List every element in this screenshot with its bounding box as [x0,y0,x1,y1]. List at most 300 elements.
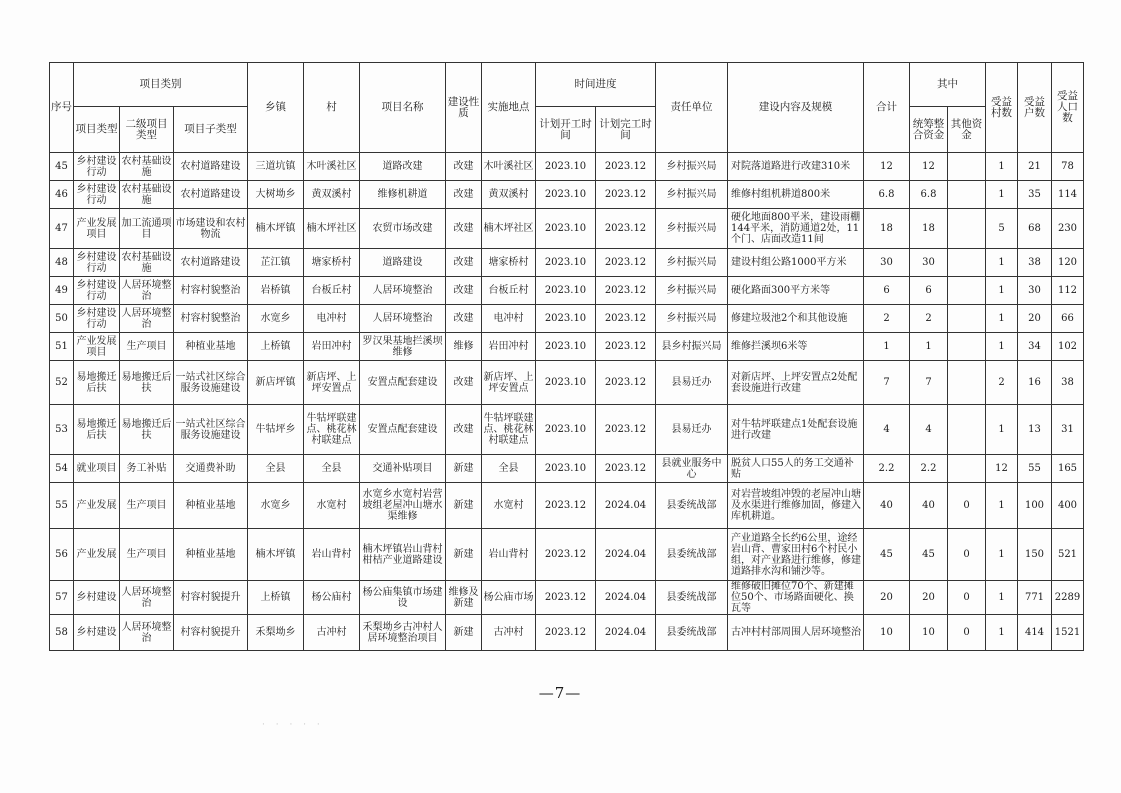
row-beneficiary-households: 21 [1018,153,1052,181]
row-type: 就业项目 [74,455,120,483]
row-fund-integrated: 12 [910,153,948,181]
row-beneficiary-villages: 1 [986,483,1018,529]
row-beneficiary-villages: 1 [986,305,1018,333]
row-beneficiary-villages: 12 [986,455,1018,483]
row-subtype2: 人居环境整治 [120,277,174,305]
row-seq: 51 [50,333,74,361]
row-subtype2: 农村基础设施 [120,181,174,209]
row-nature: 改建 [446,405,482,455]
row-project-name: 交通补贴项目 [360,455,446,483]
row-type: 乡村建设行动 [74,249,120,277]
row-total: 4 [864,405,910,455]
row-total: 10 [864,615,910,651]
row-project-name: 禾梨坳乡古冲村人居环境整治项目 [360,615,446,651]
table-row [50,361,1084,405]
row-beneficiary-villages: 1 [986,405,1018,455]
table-row [50,333,1084,361]
row-unit: 乡村振兴局 [656,305,728,333]
row-location: 全县 [482,455,536,483]
row-content: 建设村组公路1000平方米 [728,249,864,277]
row-project-name: 人居环境整治 [360,305,446,333]
row-town: 禾梨坳乡 [248,615,304,651]
row-subtype: 农村道路建设 [174,153,248,181]
row-end: 2023.12 [596,361,656,405]
row-start: 2023.10 [536,361,596,405]
row-subtype: 市场建设和农村物流 [174,209,248,249]
row-fund-other [948,361,986,405]
row-beneficiary-population: 78 [1052,153,1084,181]
row-beneficiary-population: 120 [1052,249,1084,277]
row-town: 上桥镇 [248,581,304,615]
row-nature: 改建 [446,209,482,249]
table-row [50,181,1084,209]
row-village: 岩田冲村 [304,333,360,361]
row-subtype2: 易地搬迁后扶 [120,361,174,405]
row-town: 水宽乡 [248,483,304,529]
row-unit: 县委统战部 [656,581,728,615]
row-project-name: 罗汉果基地拦溪坝维修 [360,333,446,361]
row-fund-integrated: 30 [910,249,948,277]
row-fund-other [948,209,986,249]
row-beneficiary-villages: 1 [986,249,1018,277]
row-beneficiary-population: 102 [1052,333,1084,361]
table-body [50,153,1084,651]
row-beneficiary-population: 114 [1052,181,1084,209]
row-subtype2: 生产项目 [120,333,174,361]
row-end: 2023.12 [596,277,656,305]
row-total: 6 [864,277,910,305]
row-beneficiary-villages: 1 [986,581,1018,615]
row-nature: 改建 [446,153,482,181]
table-row [50,455,1084,483]
faint-marks: · · · · · [262,720,324,730]
table-header [50,63,1084,153]
row-start: 2023.10 [536,277,596,305]
row-subtype2: 人居环境整治 [120,305,174,333]
row-subtype2: 生产项目 [120,529,174,581]
row-beneficiary-population: 521 [1052,529,1084,581]
row-beneficiary-households: 771 [1018,581,1052,615]
row-nature: 改建 [446,181,482,209]
row-unit: 县乡村振兴局 [656,333,728,361]
row-total: 45 [864,529,910,581]
row-fund-other: 0 [948,615,986,651]
row-subtype: 种植业基地 [174,333,248,361]
row-content: 对岩营坡组冲毁的老屋冲山塘及水渠进行维修加固，修建入库机耕道。 [728,483,864,529]
row-content: 对院落道路进行改建310米 [728,153,864,181]
row-town: 全县 [248,455,304,483]
row-nature: 改建 [446,361,482,405]
row-content: 维修破旧摊位70个、新建摊位50个、市场路面硬化、换瓦等 [728,581,864,615]
row-end: 2023.12 [596,455,656,483]
row-type: 产业发展项目 [74,333,120,361]
row-town: 新店坪镇 [248,361,304,405]
row-unit: 乡村振兴局 [656,209,728,249]
header-unit: 责任单位 [656,63,728,153]
row-seq: 49 [50,277,74,305]
row-type: 乡村建设 [74,581,120,615]
row-fund-integrated: 10 [910,615,948,651]
row-unit: 乡村振兴局 [656,153,728,181]
row-beneficiary-population: 165 [1052,455,1084,483]
row-subtype2: 加工流通项目 [120,209,174,249]
row-content: 维修村组机耕道800米 [728,181,864,209]
row-subtype: 种植业基地 [174,529,248,581]
row-village: 全县 [304,455,360,483]
row-nature: 改建 [446,249,482,277]
table-row [50,249,1084,277]
row-end: 2023.12 [596,209,656,249]
row-content: 对新店坪、上坪安置点2处配套设施进行改建 [728,361,864,405]
row-unit: 乡村振兴局 [656,181,728,209]
row-project-name: 水宽乡水宽村岩营坡组老屋冲山塘水渠维修 [360,483,446,529]
header-location: 实施地点 [482,63,536,153]
row-seq: 57 [50,581,74,615]
row-seq: 54 [50,455,74,483]
row-beneficiary-population: 400 [1052,483,1084,529]
row-beneficiary-households: 38 [1018,249,1052,277]
row-location: 电冲村 [482,305,536,333]
row-fund-integrated: 20 [910,581,948,615]
row-fund-other [948,305,986,333]
row-end: 2023.12 [596,181,656,209]
header-nature: 建设性质 [446,63,482,153]
row-content: 硬化路面300平方米等 [728,277,864,305]
row-beneficiary-households: 68 [1018,209,1052,249]
row-content: 对牛牯坪联建点1处配套设施进行改建 [728,405,864,455]
row-town: 水宽乡 [248,305,304,333]
row-fund-other: 0 [948,581,986,615]
row-location: 杨公庙市场 [482,581,536,615]
row-project-name: 道路建设 [360,249,446,277]
row-unit: 县委统战部 [656,529,728,581]
row-beneficiary-population: 112 [1052,277,1084,305]
row-location: 新店坪、上坪安置点 [482,361,536,405]
table-row [50,405,1084,455]
row-seq: 58 [50,615,74,651]
header-total: 合计 [864,63,910,153]
row-project-name: 道路改建 [360,153,446,181]
row-subtype: 交通费补助 [174,455,248,483]
row-start: 2023.10 [536,405,596,455]
row-beneficiary-households: 20 [1018,305,1052,333]
row-location: 岩山背村 [482,529,536,581]
row-village: 黄双溪村 [304,181,360,209]
row-type: 产业发展项目 [74,209,120,249]
row-project-name: 人居环境整治 [360,277,446,305]
row-type: 乡村建设行动 [74,305,120,333]
row-end: 2023.12 [596,249,656,277]
row-unit: 县易迁办 [656,405,728,455]
header-beneficiary-households: 受益户数 [1018,63,1052,153]
row-subtype2: 人居环境整治 [120,581,174,615]
row-beneficiary-households: 13 [1018,405,1052,455]
row-village: 岩山背村 [304,529,360,581]
row-type: 乡村建设 [74,615,120,651]
row-subtype2: 务工补贴 [120,455,174,483]
row-village: 水宽村 [304,483,360,529]
row-start: 2023.10 [536,181,596,209]
header-content: 建设内容及规模 [728,63,864,153]
row-start: 2023.10 [536,333,596,361]
table-row [50,615,1084,651]
table-row [50,209,1084,249]
row-content: 修建垃圾池2个和其他设施 [728,305,864,333]
header-beneficiary-villages: 受益村数 [986,63,1018,153]
row-total: 2.2 [864,455,910,483]
row-subtype: 农村道路建设 [174,181,248,209]
row-location: 水宽村 [482,483,536,529]
row-total: 7 [864,361,910,405]
row-beneficiary-population: 66 [1052,305,1084,333]
row-end: 2023.12 [596,305,656,333]
row-beneficiary-population: 2289 [1052,581,1084,615]
row-end: 2024.04 [596,529,656,581]
row-location: 木叶溪社区 [482,153,536,181]
row-subtype: 村容村貌整治 [174,277,248,305]
row-village: 古冲村 [304,615,360,651]
row-start: 2023.12 [536,483,596,529]
row-content: 硬化地面800平米，建设雨棚144平米，消防通道2处，11个门、店面改造11间 [728,209,864,249]
row-type: 乡村建设行动 [74,181,120,209]
row-content: 古冲村村部周围人居环境整治 [728,615,864,651]
row-beneficiary-villages: 5 [986,209,1018,249]
row-village: 牛牯坪联建点、桃花林村联建点 [304,405,360,455]
row-subtype: 种植业基地 [174,483,248,529]
row-fund-integrated: 6.8 [910,181,948,209]
row-end: 2023.12 [596,153,656,181]
row-start: 2023.10 [536,249,596,277]
row-beneficiary-villages: 1 [986,333,1018,361]
header-seq: 序号 [50,63,74,153]
header-among-group: 其中 [910,63,986,107]
row-content: 产业道路全长约6公里，途经岩山背、曹家田村6个村民小组，对产业路进行维修，修建道路排水沟和铺沙等。 [728,529,864,581]
row-subtype: 一站式社区综合服务设施建设 [174,361,248,405]
row-beneficiary-villages: 1 [986,529,1018,581]
row-beneficiary-households: 16 [1018,361,1052,405]
row-seq: 50 [50,305,74,333]
row-location: 牛牯坪联建点、桃花林村联建点 [482,405,536,455]
table-row [50,305,1084,333]
row-fund-integrated: 1 [910,333,948,361]
row-nature: 改建 [446,277,482,305]
header-project-name: 项目名称 [360,63,446,153]
row-beneficiary-villages: 2 [986,361,1018,405]
row-village: 新店坪、上坪安置点 [304,361,360,405]
row-nature: 新建 [446,455,482,483]
row-beneficiary-population: 230 [1052,209,1084,249]
table-row [50,581,1084,615]
row-location: 台板丘村 [482,277,536,305]
row-fund-integrated: 40 [910,483,948,529]
row-total: 1 [864,333,910,361]
row-total: 12 [864,153,910,181]
row-fund-other [948,181,986,209]
row-project-name: 楠木坪镇岩山背村柑桔产业道路建设 [360,529,446,581]
row-fund-other [948,277,986,305]
row-beneficiary-households: 150 [1018,529,1052,581]
row-project-name: 安置点配套建设 [360,361,446,405]
header-type: 项目类型 [74,107,120,153]
header-fund-other: 其他资金 [948,107,986,153]
table-row [50,483,1084,529]
row-start: 2023.12 [536,529,596,581]
row-unit: 乡村振兴局 [656,277,728,305]
row-town: 岩桥镇 [248,277,304,305]
row-nature: 新建 [446,615,482,651]
row-fund-integrated: 18 [910,209,948,249]
row-town: 大树坳乡 [248,181,304,209]
row-type: 乡村建设行动 [74,277,120,305]
row-subtype: 村容村貌整治 [174,305,248,333]
row-end: 2024.04 [596,615,656,651]
header-start: 计划开工时间 [536,107,596,153]
row-village: 塘家桥村 [304,249,360,277]
header-subtype2: 二级项目类型 [120,107,174,153]
row-beneficiary-households: 30 [1018,277,1052,305]
row-seq: 55 [50,483,74,529]
row-beneficiary-population: 1521 [1052,615,1084,651]
row-seq: 46 [50,181,74,209]
header-end: 计划完工时间 [596,107,656,153]
project-table [49,62,1084,651]
row-start: 2023.12 [536,615,596,651]
row-seq: 45 [50,153,74,181]
row-location: 塘家桥村 [482,249,536,277]
row-town: 芷江镇 [248,249,304,277]
row-content: 脱贫人口55人的务工交通补贴 [728,455,864,483]
row-town: 三道坑镇 [248,153,304,181]
row-unit: 县委统战部 [656,483,728,529]
table-row [50,529,1084,581]
row-fund-other [948,455,986,483]
row-seq: 56 [50,529,74,581]
row-total: 6.8 [864,181,910,209]
header-subtype: 项目子类型 [174,107,248,153]
row-beneficiary-villages: 1 [986,615,1018,651]
row-total: 30 [864,249,910,277]
row-beneficiary-population: 38 [1052,361,1084,405]
row-location: 黄双溪村 [482,181,536,209]
header-category-group: 项目类别 [74,63,248,107]
row-start: 2023.12 [536,581,596,615]
row-seq: 48 [50,249,74,277]
row-unit: 县易迁办 [656,361,728,405]
page-number: —7— [538,684,582,702]
header-beneficiary-population: 受益人口数 [1052,63,1084,153]
row-subtype: 一站式社区综合服务设施建设 [174,405,248,455]
row-village: 楠木坪社区 [304,209,360,249]
row-location: 岩田冲村 [482,333,536,361]
row-project-name: 安置点配套建设 [360,405,446,455]
row-fund-other [948,405,986,455]
row-nature: 新建 [446,529,482,581]
row-town: 楠木坪镇 [248,209,304,249]
row-location: 古冲村 [482,615,536,651]
row-town: 楠木坪镇 [248,529,304,581]
row-seq: 53 [50,405,74,455]
table-row [50,277,1084,305]
row-subtype2: 生产项目 [120,483,174,529]
row-end: 2023.12 [596,333,656,361]
row-seq: 47 [50,209,74,249]
row-fund-other: 0 [948,529,986,581]
row-fund-integrated: 6 [910,277,948,305]
row-start: 2023.10 [536,153,596,181]
row-nature: 改建 [446,305,482,333]
row-subtype: 村容村貌提升 [174,615,248,651]
row-unit: 乡村振兴局 [656,249,728,277]
row-fund-integrated: 4 [910,405,948,455]
row-total: 40 [864,483,910,529]
row-start: 2023.10 [536,305,596,333]
row-fund-other: 0 [948,483,986,529]
row-subtype: 村容村貌提升 [174,581,248,615]
row-town: 牛牯坪乡 [248,405,304,455]
row-village: 木叶溪社区 [304,153,360,181]
row-content: 维修拦溪坝6米等 [728,333,864,361]
row-type: 产业发展 [74,483,120,529]
row-beneficiary-households: 100 [1018,483,1052,529]
row-end: 2024.04 [596,483,656,529]
row-fund-other [948,333,986,361]
row-subtype2: 农村基础设施 [120,153,174,181]
row-subtype2: 易地搬迁后扶 [120,405,174,455]
row-project-name: 农贸市场改建 [360,209,446,249]
row-nature: 维修及新建 [446,581,482,615]
row-fund-integrated: 7 [910,361,948,405]
row-end: 2023.12 [596,405,656,455]
row-location: 楠木坪社区 [482,209,536,249]
row-village: 电冲村 [304,305,360,333]
row-beneficiary-households: 55 [1018,455,1052,483]
row-beneficiary-households: 35 [1018,181,1052,209]
row-subtype2: 人居环境整治 [120,615,174,651]
row-subtype2: 农村基础设施 [120,249,174,277]
row-type: 易地搬迁后扶 [74,405,120,455]
row-total: 18 [864,209,910,249]
row-nature: 新建 [446,483,482,529]
row-nature: 维修 [446,333,482,361]
table-row [50,153,1084,181]
row-total: 20 [864,581,910,615]
row-fund-other [948,249,986,277]
row-beneficiary-households: 34 [1018,333,1052,361]
row-project-name: 维修机耕道 [360,181,446,209]
row-beneficiary-households: 414 [1018,615,1052,651]
row-type: 乡村建设行动 [74,153,120,181]
row-subtype: 农村道路建设 [174,249,248,277]
row-beneficiary-villages: 1 [986,153,1018,181]
header-town: 乡镇 [248,63,304,153]
row-project-name: 杨公庙集镇市场建设 [360,581,446,615]
row-fund-other [948,153,986,181]
row-beneficiary-villages: 1 [986,277,1018,305]
row-unit: 县委统战部 [656,615,728,651]
row-type: 产业发展 [74,529,120,581]
row-start: 2023.10 [536,209,596,249]
row-beneficiary-population: 31 [1052,405,1084,455]
row-unit: 县就业服务中心 [656,455,728,483]
header-schedule-group: 时间进度 [536,63,656,107]
header-village: 村 [304,63,360,153]
row-village: 台板丘村 [304,277,360,305]
row-beneficiary-villages: 1 [986,181,1018,209]
header-fund-integrated: 统筹整合资金 [910,107,948,153]
row-fund-integrated: 45 [910,529,948,581]
row-village: 杨公庙村 [304,581,360,615]
row-fund-integrated: 2 [910,305,948,333]
